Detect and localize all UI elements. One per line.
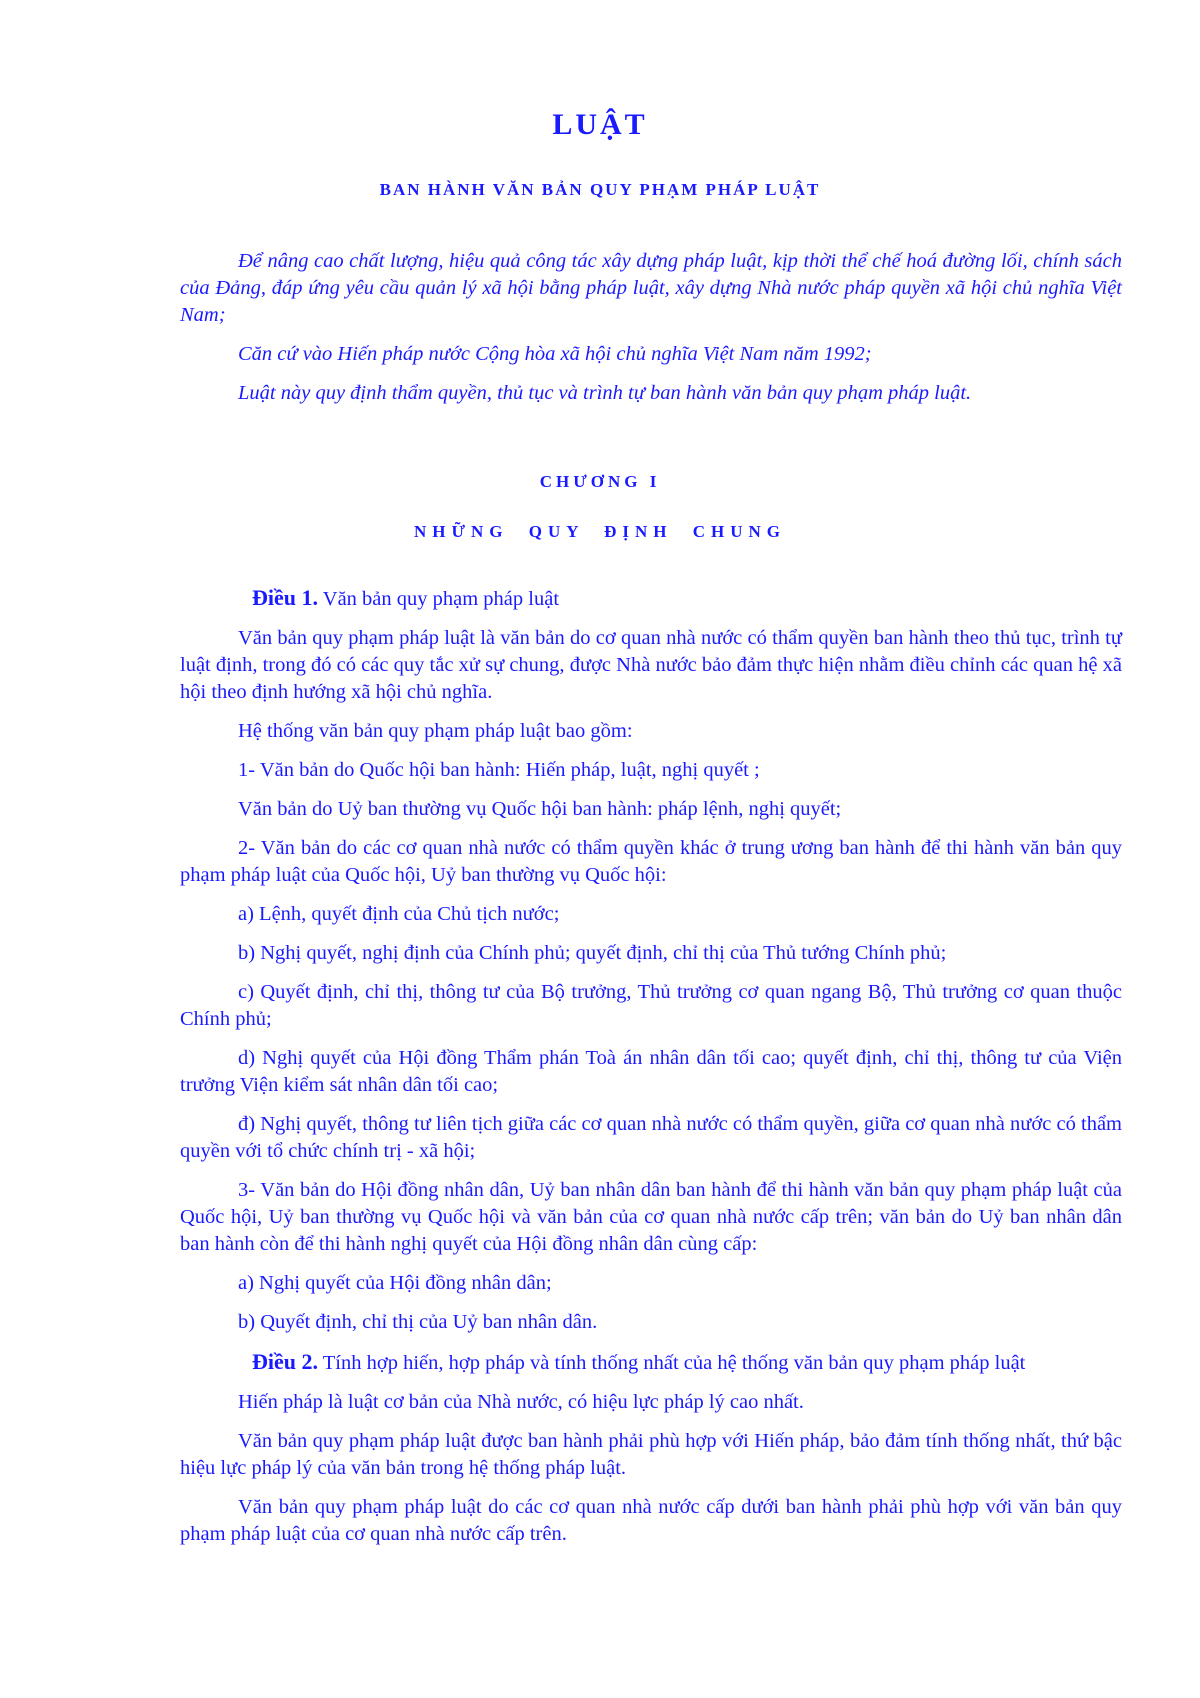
article-paragraph: 3- Văn bản do Hội đồng nhân dân, Uỷ ban nhân dân ban hành để thi hành văn bản quy phạm pháp luật của Quốc hội, Uỷ ban thường vụ Quốc hội và văn bản của cơ quan nhà nước cấp trên; văn bản do Uỷ ban nhân dân ban hành còn để thi hành nghị quyết của Hội đồng nhân dân cùng cấp:	[180, 1179, 1122, 1255]
chapter-number: CHƯƠNG I	[539, 472, 661, 491]
document-title: LUẬT	[552, 108, 648, 141]
article-paragraph: Văn bản do Uỷ ban thường vụ Quốc hội ban hành: pháp lệnh, nghị quyết;	[238, 798, 842, 820]
chapter-title: NHỮNG QUY ĐỊNH CHUNG	[413, 522, 787, 541]
article-paragraph: Văn bản quy phạm pháp luật do các cơ quan nhà nước cấp dưới ban hành phải phù hợp với văn bản quy phạm pháp luật của cơ quan nhà nước cấp trên.	[180, 1496, 1122, 1545]
preamble	[180, 248, 1122, 419]
article-paragraph: b) Nghị quyết, nghị định của Chính phủ; quyết định, chỉ thị của Thủ tướng Chính phủ;	[238, 942, 947, 964]
preamble-paragraph: Để nâng cao chất lượng, hiệu quả công tác xây dựng pháp luật, kịp thời thể chế hoá đường lối, chính sách của Đảng, đáp ứng yêu cầu quản lý xã hội bằng pháp luật, xây dựng Nhà nước pháp quyền xã hội chủ nghĩa Việt Nam;	[180, 250, 1122, 326]
article-paragraph: a) Nghị quyết của Hội đồng nhân dân;	[238, 1272, 552, 1294]
article-paragraph: đ) Nghị quyết, thông tư liên tịch giữa các cơ quan nhà nước có thẩm quyền, giữa cơ quan nhà nước có thẩm quyền với tổ chức chính trị - xã hội;	[180, 1113, 1122, 1162]
article-paragraph: b) Quyết định, chỉ thị của Uỷ ban nhân dân.	[238, 1311, 598, 1333]
article-1-heading	[180, 584, 1122, 613]
article-2-heading	[180, 1348, 1122, 1377]
article-paragraph: a) Lệnh, quyết định của Chủ tịch nước;	[238, 903, 560, 925]
article-paragraph: c) Quyết định, chỉ thị, thông tư của Bộ trưởng, Thủ trưởng cơ quan ngang Bộ, Thủ trưởng cơ quan thuộc Chính phủ;	[180, 981, 1122, 1030]
preamble-paragraph: Căn cứ vào Hiến pháp nước Cộng hòa xã hội chủ nghĩa Việt Nam năm 1992;	[238, 343, 872, 365]
article-2-label: Điều 2.	[252, 1349, 318, 1374]
article-paragraph: Văn bản quy phạm pháp luật được ban hành phải phù hợp với Hiến pháp, bảo đảm tính thống nhất, thứ bậc hiệu lực pháp lý của văn bản trong hệ thống pháp luật.	[180, 1430, 1122, 1479]
article-1-title: Văn bản quy phạm pháp luật	[322, 588, 560, 610]
article-paragraph: Hệ thống văn bản quy phạm pháp luật bao gồm:	[238, 720, 633, 742]
article-paragraph: 2- Văn bản do các cơ quan nhà nước có thẩm quyền khác ở trung ương ban hành để thi hành văn bản quy phạm pháp luật của Quốc hội, Uỷ ban thường vụ Quốc hội:	[180, 837, 1122, 886]
preamble-paragraph: Luật này quy định thẩm quyền, thủ tục và trình tự ban hành văn bản quy phạm pháp luật.	[238, 382, 972, 404]
article-paragraph: Văn bản quy phạm pháp luật là văn bản do cơ quan nhà nước có thẩm quyền ban hành theo thủ tục, trình tự luật định, trong đó có các quy tắc xử sự chung, được Nhà nước bảo đảm thực hiện nhằm điều chỉnh các quan hệ xã hội theo định hướng xã hội chủ nghĩa.	[180, 627, 1122, 703]
document-body	[180, 584, 1122, 1560]
article-2-title: Tính hợp hiến, hợp pháp và tính thống nhất của hệ thống văn bản quy phạm pháp luật	[322, 1352, 1026, 1374]
article-paragraph: Hiến pháp là luật cơ bản của Nhà nước, có hiệu lực pháp lý cao nhất.	[238, 1391, 804, 1413]
article-paragraph: 1- Văn bản do Quốc hội ban hành: Hiến pháp, luật, nghị quyết ;	[238, 759, 760, 781]
article-paragraph: d) Nghị quyết của Hội đồng Thẩm phán Toà án nhân dân tối cao; quyết định, chỉ thị, thông tư của Viện trưởng Viện kiểm sát nhân dân tối cao;	[180, 1047, 1122, 1096]
document-subtitle: BAN HÀNH VĂN BẢN QUY PHẠM PHÁP LUẬT	[379, 180, 821, 199]
article-1-label: Điều 1.	[252, 585, 318, 610]
